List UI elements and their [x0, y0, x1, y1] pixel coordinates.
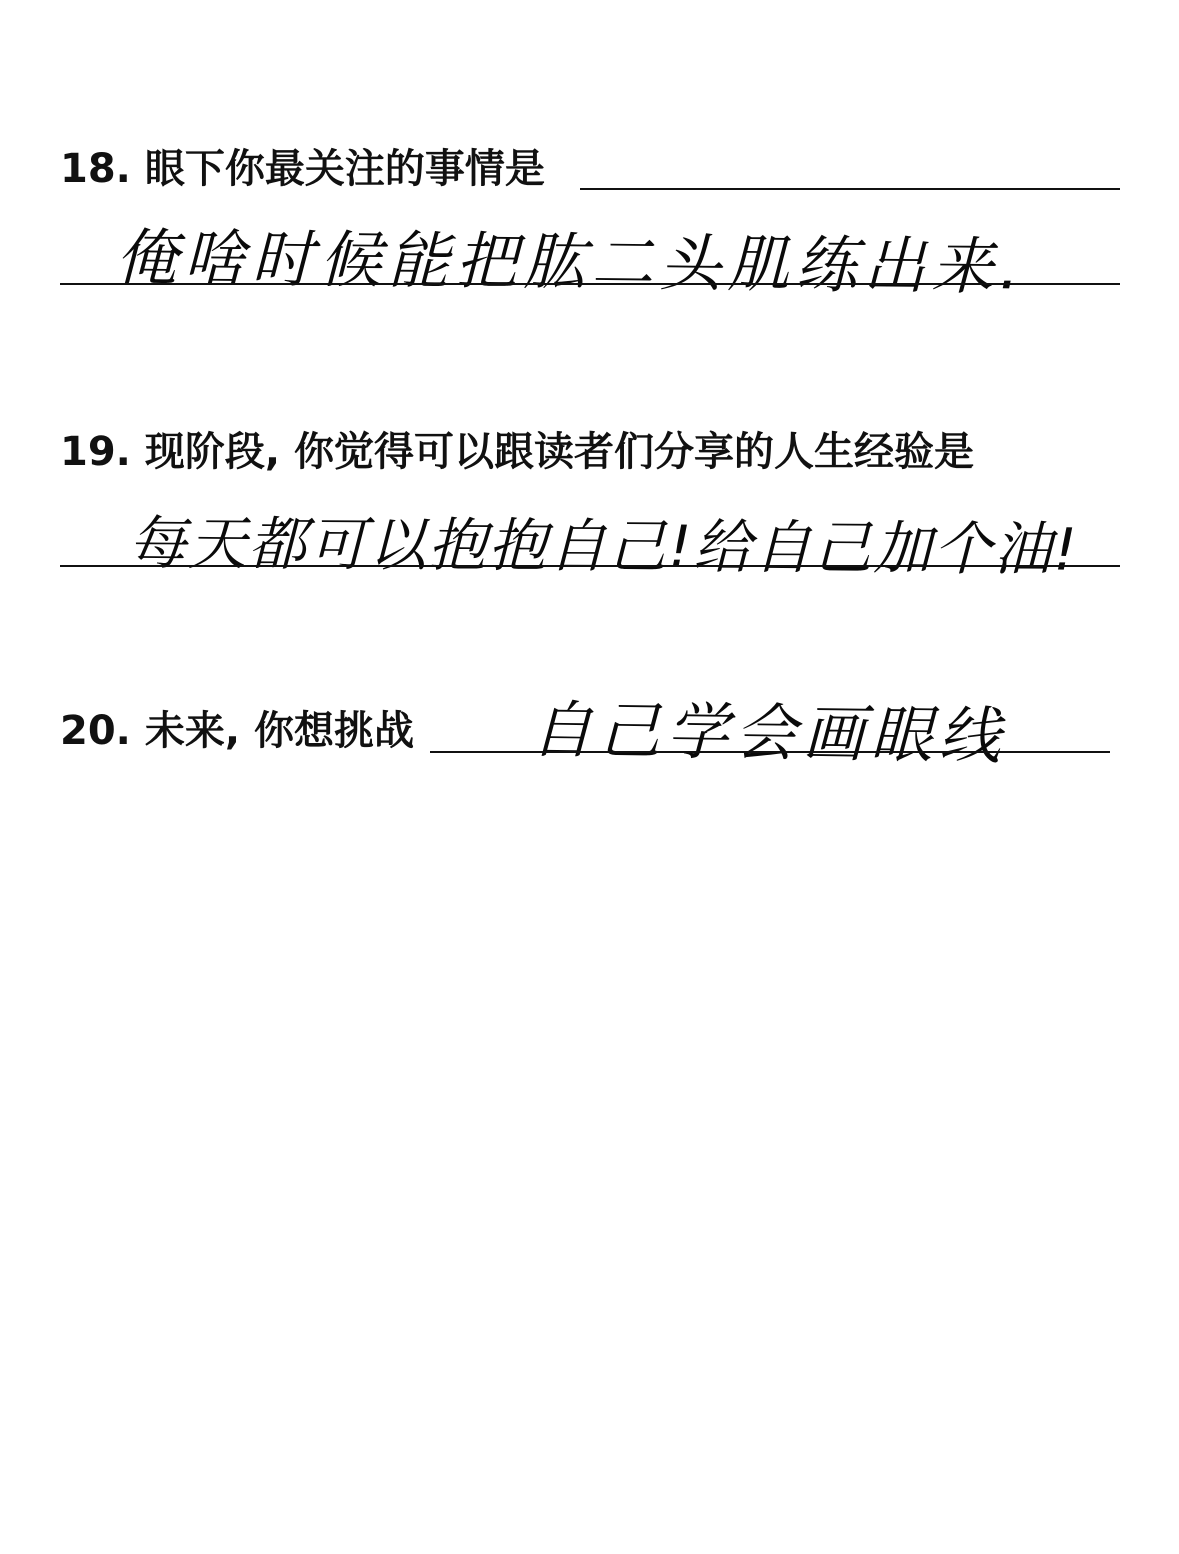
question-prompt: 未来, 你想挑战: [144, 708, 414, 754]
answer-line: [60, 565, 1120, 567]
handwritten-answer-18: 俺啥时候能把肱二头肌练出来.: [115, 221, 1026, 304]
question-number: 18.: [60, 146, 131, 192]
answer-line: [60, 283, 1120, 285]
question-prompt: 眼下你最关注的事情是: [144, 146, 545, 192]
question-18: [60, 145, 545, 193]
question-number: 19.: [60, 429, 131, 475]
question-19: [60, 428, 974, 476]
question-20: [60, 707, 414, 755]
question-prompt: 现阶段, 你觉得可以跟读者们分享的人生经验是: [144, 429, 974, 475]
answer-line: [430, 751, 1110, 753]
answer-line: [580, 188, 1120, 190]
question-number: 20.: [60, 708, 131, 754]
handwritten-answer-19: 每天都可以抱抱自己!给自己加个油!: [128, 509, 1079, 584]
handwritten-answer-20: 自己学会画眼线: [530, 693, 1008, 773]
